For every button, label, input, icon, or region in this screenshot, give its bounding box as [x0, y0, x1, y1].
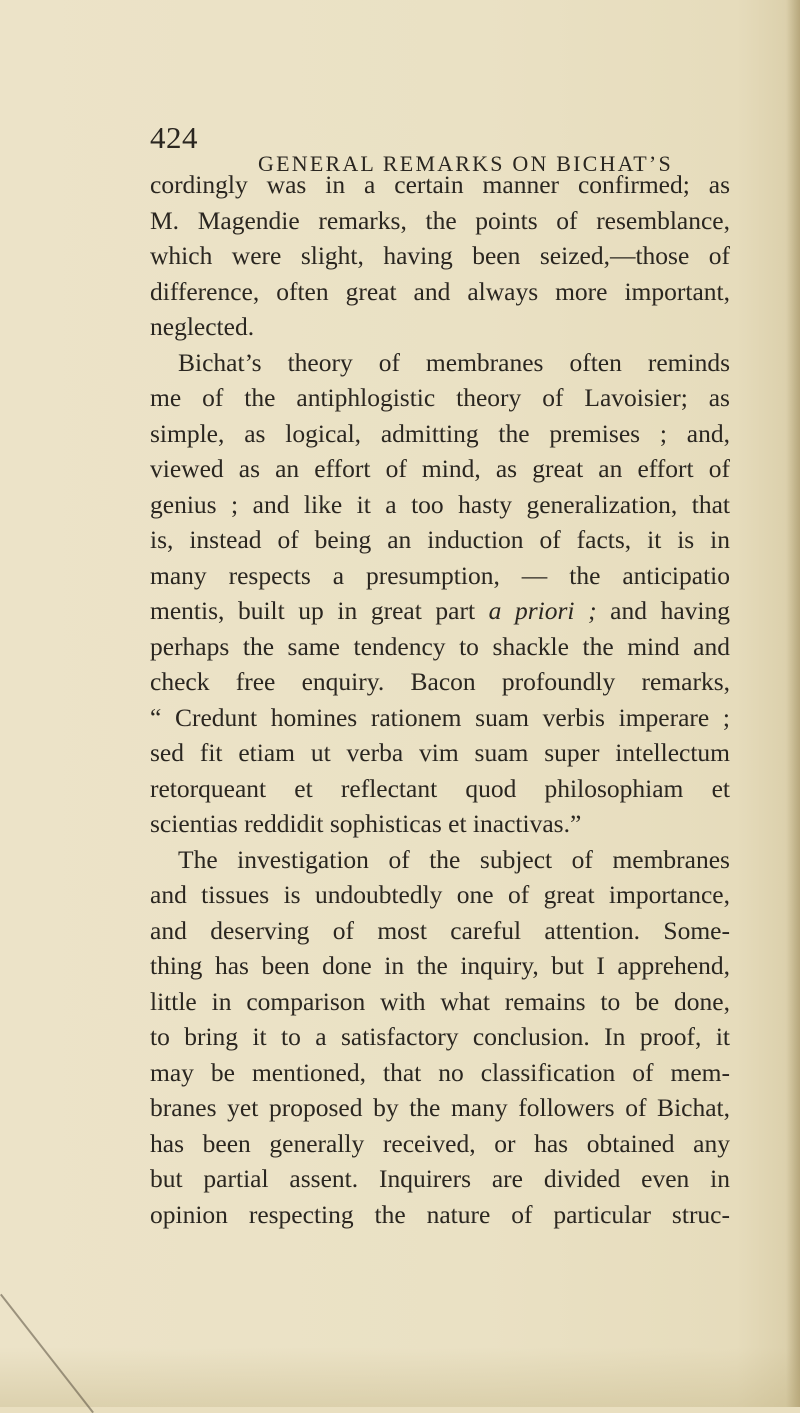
text-line-22: and deserving of most careful attention. Some-: [150, 915, 730, 945]
text-line-3: which were slight, having been seized,—those of: [150, 241, 730, 270]
text-line-13-end: and having: [610, 596, 730, 625]
text-line-23: thing has been done in the inquiry, but I apprehend,: [150, 951, 730, 980]
text-line-6: Bichat’s theory of membranes often reminds: [178, 347, 730, 377]
italic-phrase: a priori ;: [488, 596, 597, 625]
text-line-1: cordingly was in a certain manner confirmed; as: [150, 170, 730, 199]
text-line-9: viewed as an effort of mind, as great an effort of: [150, 454, 730, 483]
text-line-20: The investigation of the subject of membranes: [178, 844, 730, 874]
text-line-15: check free enquiry. Bacon profoundly remarks,: [150, 667, 730, 696]
text-line-30: opinion respecting the nature of particular struc-: [150, 1199, 730, 1229]
text-line-16: “ Credunt homines rationem suam verbis imperare ;: [150, 702, 730, 732]
page-bottom-shade: [0, 1347, 800, 1407]
text-line-14: perhaps the same tendency to shackle the mind and: [150, 631, 730, 661]
text-line-2: M. Magendie remarks, the points of resemblance,: [150, 205, 730, 235]
text-line-27: branes yet proposed by the many followers of Bichat,: [150, 1093, 730, 1122]
text-line-17: sed fit etiam ut verba vim suam super intellectum: [150, 738, 730, 767]
text-line-13: [150, 593, 730, 629]
page-number: 424: [150, 120, 198, 155]
text-line-5: neglected.: [150, 312, 255, 341]
text-line-18: retorqueant et reflectant quod philosophiam et: [150, 773, 730, 803]
text-line-7: me of the antiphlogistic theory of Lavoisier; as: [150, 383, 730, 412]
text-line-28: has been generally received, or has obtained any: [150, 1128, 730, 1158]
text-line-11: is, instead of being an induction of facts, it is in: [150, 525, 730, 554]
text-line-13-start: mentis, built up in great part: [150, 596, 476, 625]
text-line-10: genius ; and like it a too hasty generalization, that: [150, 489, 730, 519]
text-line-24: little in comparison with what remains to be done,: [150, 986, 730, 1016]
text-line-26: may be mentioned, that no classification of mem-: [150, 1057, 730, 1087]
text-line-19: scientias reddidit sophisticas et inactivas.”: [150, 809, 582, 838]
text-line-21: and tissues is undoubtedly one of great importance,: [150, 880, 730, 909]
text-line-29: but partial assent. Inquirers are divided even in: [150, 1164, 730, 1193]
body-text: [150, 167, 730, 1232]
text-line-4: difference, often great and always more important,: [150, 276, 730, 306]
text-line-8: simple, as logical, admitting the premises ; and,: [150, 418, 730, 448]
text-line-25: to bring it to a satisfactory conclusion. In proof, it: [150, 1022, 730, 1051]
page-edge-shadow: [786, 0, 800, 1407]
running-head: GENERAL REMARKS ON BICHAT’S: [258, 151, 673, 176]
text-line-12: many respects a presumption, — the anticipatio: [150, 560, 730, 590]
